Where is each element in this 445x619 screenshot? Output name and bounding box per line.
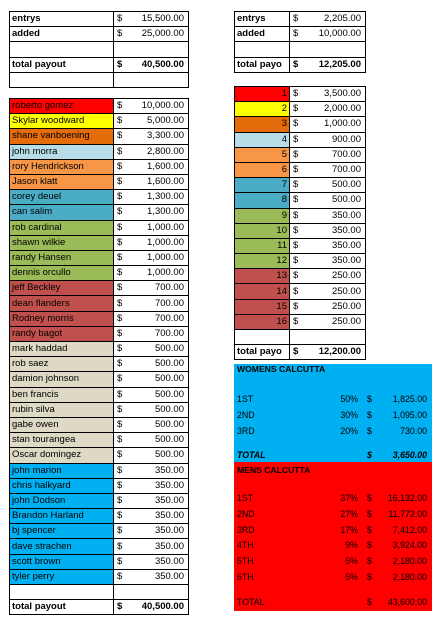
payout-amount: 16,132.00	[387, 493, 427, 503]
player-name[interactable]: shawn wilkie	[10, 235, 114, 250]
player-payout[interactable]: $ 1,000.00	[114, 250, 189, 265]
player-name[interactable]: rory Hendrickson	[10, 159, 114, 174]
currency-symbol: $	[367, 409, 372, 420]
place-number[interactable]: 11	[235, 238, 290, 253]
place-label: 6TH	[237, 571, 254, 582]
place-payout[interactable]: $ 1,000.00	[290, 117, 366, 132]
table-row	[235, 147, 366, 162]
place-payout[interactable]: $ 250.00	[290, 299, 366, 314]
table-row	[235, 132, 366, 147]
place-payout[interactable]: $ 500.00	[290, 178, 366, 193]
player-payout[interactable]: $ 500.00	[114, 433, 189, 448]
womens-calcutta-section	[234, 364, 432, 462]
percent-value: 17%	[340, 524, 358, 535]
currency-symbol: $	[367, 425, 372, 436]
table-row	[235, 314, 366, 329]
payout-amount: 2,180.00	[392, 556, 427, 567]
player-name[interactable]: scott brown	[10, 554, 114, 569]
place-payout[interactable]: $ 350.00	[290, 254, 366, 269]
total-payout-amount[interactable]: $ 40,500.00	[114, 57, 189, 72]
place-payout[interactable]: $ 250.00	[290, 269, 366, 284]
currency-symbol: $	[367, 571, 372, 582]
place-label: 1ST	[237, 493, 254, 503]
player-name[interactable]: gabe owen	[10, 417, 114, 432]
table-row	[10, 266, 189, 281]
players-table	[9, 98, 189, 615]
player-name[interactable]: Rodney morris	[10, 311, 114, 326]
mens-payout-row	[234, 507, 432, 523]
table-row	[235, 284, 366, 299]
total-label: TOTAL	[237, 450, 266, 460]
table-row	[10, 585, 189, 600]
player-name[interactable]: shane vanboening	[10, 129, 114, 144]
place-payout[interactable]: $ 3,500.00	[290, 87, 366, 102]
percent-value: 9%	[345, 540, 358, 551]
total-payout-label[interactable]: total payo	[235, 345, 290, 360]
table-row	[10, 220, 189, 235]
table-row	[10, 554, 189, 569]
player-name[interactable]: Brandon Harland	[10, 509, 114, 524]
currency-symbol: $	[367, 524, 372, 535]
player-payout[interactable]: $ 350.00	[114, 539, 189, 554]
right-header-table	[234, 11, 366, 73]
place-payout[interactable]: $ 700.00	[290, 147, 366, 162]
added-label[interactable]: added	[235, 27, 290, 42]
entrys-amount[interactable]: $ 2,205.00	[290, 12, 366, 27]
table-row	[10, 296, 189, 311]
table-row	[10, 159, 189, 174]
table-row	[10, 357, 189, 372]
table-row	[235, 102, 366, 117]
player-name[interactable]: dean flanders	[10, 296, 114, 311]
table-row	[10, 493, 189, 508]
table-row	[10, 174, 189, 189]
total-payout-amount[interactable]: $ 12,200.00	[290, 345, 366, 360]
table-row	[10, 144, 189, 159]
total-currency: $	[367, 450, 372, 460]
mens-calcutta-section	[234, 462, 432, 611]
table-row	[10, 129, 189, 144]
payout-amount: 1,825.00	[392, 394, 427, 404]
places-table	[234, 86, 366, 360]
player-payout[interactable]: $ 500.00	[114, 342, 189, 357]
place-label: 2ND	[237, 409, 255, 420]
place-number[interactable]: 2	[235, 102, 290, 117]
empty-cell[interactable]	[114, 42, 189, 57]
player-name[interactable]: chris halkyard	[10, 478, 114, 493]
player-payout[interactable]: $ 5,000.00	[114, 114, 189, 129]
empty-cell[interactable]	[114, 585, 189, 600]
table-row	[10, 42, 189, 57]
player-payout[interactable]: $ 500.00	[114, 417, 189, 432]
percent-value: 27%	[340, 508, 358, 519]
payout-amount: 730.00	[400, 425, 427, 436]
payout-amount: 2,180.00	[392, 571, 427, 582]
player-payout[interactable]: $ 350.00	[114, 569, 189, 584]
total-payout-amount[interactable]: $ 12,205.00	[290, 57, 366, 72]
mens-payout-row	[234, 538, 432, 554]
table-row	[10, 478, 189, 493]
total-amount: 3,650.00	[392, 450, 427, 460]
table-row	[10, 417, 189, 432]
total-amount: 43,600.00	[387, 597, 427, 607]
place-payout[interactable]: $ 2,000.00	[290, 102, 366, 117]
table-row	[235, 193, 366, 208]
table-row	[235, 254, 366, 269]
empty-cell[interactable]	[235, 42, 290, 57]
place-number[interactable]: 1	[235, 87, 290, 102]
player-name[interactable]: randy Hansen	[10, 250, 114, 265]
player-payout[interactable]: $ 2,800.00	[114, 144, 189, 159]
place-label: 3RD	[237, 425, 255, 436]
place-label: 4TH	[237, 540, 254, 551]
table-row	[10, 372, 189, 387]
place-number[interactable]: 4	[235, 132, 290, 147]
place-payout[interactable]: $ 350.00	[290, 238, 366, 253]
table-row	[10, 509, 189, 524]
place-number[interactable]: 10	[235, 223, 290, 238]
player-payout[interactable]: $ 500.00	[114, 402, 189, 417]
mens-payout-row	[234, 554, 432, 570]
table-row	[10, 326, 189, 341]
table-row	[10, 99, 189, 114]
table-row	[235, 57, 366, 72]
table-row	[235, 223, 366, 238]
player-payout[interactable]: $ 1,000.00	[114, 220, 189, 235]
table-row	[235, 42, 366, 57]
player-payout[interactable]: $ 1,600.00	[114, 159, 189, 174]
mens-calcutta-title: MENS CALCUTTA	[237, 465, 311, 475]
womens-calcutta-title: WOMENS CALCUTTA	[237, 364, 326, 374]
table-row	[10, 387, 189, 402]
place-number[interactable]: 6	[235, 162, 290, 177]
table-row	[10, 12, 189, 27]
empty-cell[interactable]	[10, 585, 114, 600]
table-row	[10, 72, 189, 87]
place-payout[interactable]: $ 500.00	[290, 193, 366, 208]
percent-value: 30%	[340, 409, 358, 420]
empty-cell[interactable]	[235, 330, 290, 345]
table-row	[10, 524, 189, 539]
player-name[interactable]: stan tourangea	[10, 433, 114, 448]
table-row	[235, 178, 366, 193]
player-name[interactable]: dennis orcullo	[10, 266, 114, 281]
player-payout[interactable]: $ 3,300.00	[114, 129, 189, 144]
total-payout-label[interactable]: total payo	[235, 57, 290, 72]
table-row	[10, 250, 189, 265]
place-number[interactable]: 16	[235, 314, 290, 329]
table-row	[10, 205, 189, 220]
table-row	[235, 238, 366, 253]
table-row	[10, 448, 189, 463]
mens-payout-row	[234, 570, 432, 586]
player-payout[interactable]: $ 500.00	[114, 357, 189, 372]
table-row	[235, 27, 366, 42]
place-label: 3RD	[237, 524, 255, 535]
player-payout[interactable]: $ 1,000.00	[114, 235, 189, 250]
empty-cell[interactable]	[114, 72, 189, 87]
player-payout[interactable]: $ 500.00	[114, 372, 189, 387]
womens-payout-row	[234, 424, 432, 440]
table-row	[10, 57, 189, 72]
player-name[interactable]: rubin silva	[10, 402, 114, 417]
mens-total-row	[234, 595, 432, 611]
player-payout[interactable]: $ 350.00	[114, 524, 189, 539]
table-row	[235, 269, 366, 284]
player-name[interactable]: john marion	[10, 463, 114, 478]
womens-payout-row	[234, 392, 432, 408]
empty-cell[interactable]	[290, 330, 366, 345]
player-payout[interactable]: $ 700.00	[114, 281, 189, 296]
player-name[interactable]: mark haddad	[10, 342, 114, 357]
entrys-label[interactable]: entrys	[10, 12, 114, 27]
place-payout[interactable]: $ 250.00	[290, 314, 366, 329]
total-currency: $	[367, 597, 372, 607]
place-payout[interactable]: $ 250.00	[290, 284, 366, 299]
place-label: 1ST	[237, 394, 254, 404]
player-payout[interactable]: $ 1,300.00	[114, 190, 189, 205]
player-payout[interactable]: $ 350.00	[114, 554, 189, 569]
table-row	[10, 190, 189, 205]
added-amount[interactable]: $ 25,000.00	[114, 27, 189, 42]
table-row	[235, 208, 366, 223]
place-number[interactable]: 8	[235, 193, 290, 208]
player-name[interactable]: randy bagot	[10, 326, 114, 341]
player-name[interactable]: Jason klatt	[10, 174, 114, 189]
percent-value: 5%	[345, 571, 358, 582]
currency-symbol: $	[367, 556, 372, 567]
player-payout[interactable]: $ 350.00	[114, 478, 189, 493]
percent-value: 37%	[340, 493, 358, 503]
table-row	[235, 117, 366, 132]
place-number[interactable]: 14	[235, 284, 290, 299]
table-row	[10, 281, 189, 296]
table-row	[235, 87, 366, 102]
percent-value: 50%	[340, 394, 358, 404]
place-number[interactable]: 7	[235, 178, 290, 193]
player-payout[interactable]: $ 350.00	[114, 463, 189, 478]
place-payout[interactable]: $ 900.00	[290, 132, 366, 147]
player-name[interactable]: rob saez	[10, 357, 114, 372]
empty-cell[interactable]	[290, 42, 366, 57]
percent-value: 5%	[345, 556, 358, 567]
payout-amount: 3,924.00	[392, 540, 427, 551]
table-row	[235, 299, 366, 314]
place-number[interactable]: 13	[235, 269, 290, 284]
total-payout-label[interactable]: total payout	[10, 57, 114, 72]
player-payout[interactable]: $ 700.00	[114, 326, 189, 341]
entrys-amount[interactable]: $ 15,500.00	[114, 12, 189, 27]
mens-payout-row	[234, 523, 432, 539]
table-row	[10, 311, 189, 326]
total-payout-amount[interactable]: $ 40,500.00	[114, 600, 189, 615]
player-payout[interactable]: $ 700.00	[114, 296, 189, 311]
table-row	[10, 114, 189, 129]
left-header-table	[9, 11, 189, 88]
total-label: TOTAL	[237, 597, 265, 607]
place-label: 2ND	[237, 508, 255, 519]
player-payout[interactable]: $ 1,600.00	[114, 174, 189, 189]
table-row	[235, 330, 366, 345]
place-number[interactable]: 15	[235, 299, 290, 314]
player-payout[interactable]: $ 500.00	[114, 387, 189, 402]
place-label: 5TH	[237, 556, 254, 567]
player-name[interactable]: Oscar domingez	[10, 448, 114, 463]
player-payout[interactable]: $ 1,000.00	[114, 266, 189, 281]
currency-symbol: $	[367, 493, 372, 503]
currency-symbol: $	[367, 540, 372, 551]
player-name[interactable]: jeff Beckley	[10, 281, 114, 296]
player-name[interactable]: tyler perry	[10, 569, 114, 584]
table-row	[10, 402, 189, 417]
place-number[interactable]: 5	[235, 147, 290, 162]
currency-symbol: $	[367, 508, 372, 519]
player-payout[interactable]: $ 500.00	[114, 448, 189, 463]
player-payout[interactable]: $ 350.00	[114, 493, 189, 508]
table-row	[10, 27, 189, 42]
player-name[interactable]: rob cardinal	[10, 220, 114, 235]
entrys-label[interactable]: entrys	[235, 12, 290, 27]
total-payout-label[interactable]: total payout	[10, 600, 114, 615]
player-name[interactable]: john morra	[10, 144, 114, 159]
table-row	[10, 342, 189, 357]
table-row	[10, 235, 189, 250]
player-payout[interactable]: $ 10,000.00	[114, 99, 189, 114]
player-payout[interactable]: $ 700.00	[114, 311, 189, 326]
currency-symbol: $	[367, 394, 372, 404]
place-number[interactable]: 12	[235, 254, 290, 269]
player-payout[interactable]: $ 350.00	[114, 509, 189, 524]
player-name[interactable]: dave strachen	[10, 539, 114, 554]
player-name[interactable]: Skylar woodward	[10, 114, 114, 129]
player-name[interactable]: roberto gomez	[10, 99, 114, 114]
added-label[interactable]: added	[10, 27, 114, 42]
payout-amount: 7,412.00	[392, 524, 427, 535]
player-name[interactable]: can salim	[10, 205, 114, 220]
place-number[interactable]: 3	[235, 117, 290, 132]
table-row	[235, 12, 366, 27]
table-row	[10, 539, 189, 554]
place-number[interactable]: 9	[235, 208, 290, 223]
payout-amount: 1,095.00	[392, 409, 427, 420]
player-name[interactable]: bj spencer	[10, 524, 114, 539]
table-row	[10, 600, 189, 615]
place-payout[interactable]: $ 700.00	[290, 162, 366, 177]
player-name[interactable]: ben francis	[10, 387, 114, 402]
payout-amount: 11,772.00	[388, 508, 427, 519]
table-row	[10, 463, 189, 478]
empty-cell[interactable]	[10, 72, 114, 87]
place-payout[interactable]: $ 350.00	[290, 208, 366, 223]
table-row	[235, 162, 366, 177]
womens-payout-row	[234, 408, 432, 424]
player-name[interactable]: corey deuel	[10, 190, 114, 205]
table-row	[235, 345, 366, 360]
empty-cell[interactable]	[10, 42, 114, 57]
player-name[interactable]: damion johnson	[10, 372, 114, 387]
added-amount[interactable]: $ 10,000.00	[290, 27, 366, 42]
table-row	[10, 433, 189, 448]
place-payout[interactable]: $ 350.00	[290, 223, 366, 238]
table-row	[10, 569, 189, 584]
player-name[interactable]: john Dodson	[10, 493, 114, 508]
mens-payout-row	[234, 491, 432, 507]
percent-value: 20%	[340, 425, 358, 436]
player-payout[interactable]: $ 1,300.00	[114, 205, 189, 220]
